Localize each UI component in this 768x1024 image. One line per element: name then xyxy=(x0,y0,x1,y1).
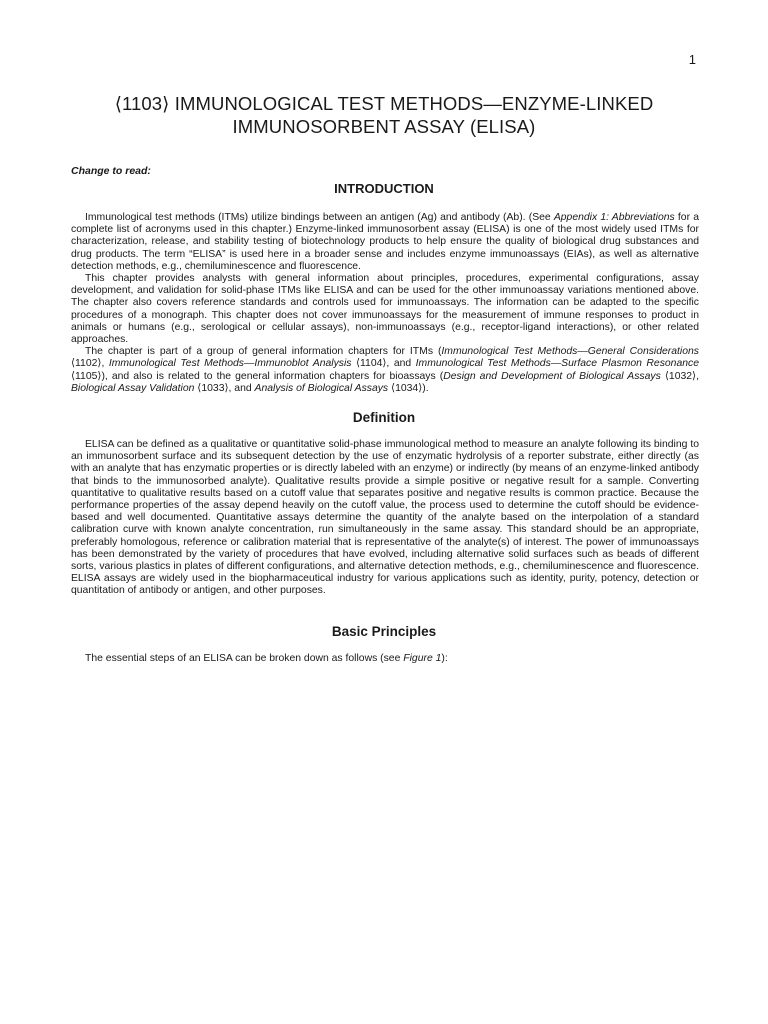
introduction-paragraph-3: The chapter is part of a group of general information chapters for ITMs (Immunological Test Methods—General Considerations ⟨1102⟩, Immunological Test Methods—Immunoblot Analysis ⟨1104⟩, and Immunological Test Methods—Surface Plasmon Resonance ⟨1105⟩), and also is related to the general information chapters for bioassays (Design and Development of Biological Assays ⟨1032⟩, Biological Assay Validation ⟨1033⟩, and Analysis of Biological Assays ⟨1034⟩). xyxy=(71,346,699,394)
basic-principles-paragraph: The essential steps of an ELISA can be broken down as follows (see Figure 1): xyxy=(85,653,448,664)
change-to-read-label: Change to read: xyxy=(71,165,151,177)
document-title xyxy=(60,92,708,138)
definition-body xyxy=(71,439,699,598)
document-title-line-1: ⟨1103⟩ IMMUNOLOGICAL TEST METHODS—ENZYME-LINKED xyxy=(114,93,654,114)
basic-principles-body xyxy=(71,653,699,665)
appendix-reference: Appendix 1: Abbreviations xyxy=(553,212,675,223)
introduction-paragraph-2: This chapter provides analysts with general information about principles, procedures, experimental configurations, assay development, and validation for solid-phase ITMs like ELISA and can be used for the other immunoassay variations mentioned above. The chapter also covers reference standards and controls used for immunoassays. The information can be adapted to the specific procedures of a monograph. This chapter does not cover immunoassays for the measurement of immune responses to product in animals or humans (e.g., serological or cellular assays), non-immunoassays (e.g., receptor-ligand interactions), or other related approaches. xyxy=(71,273,699,346)
introduction-paragraph-1: Immunological test methods (ITMs) utilize bindings between an antigen (Ag) and antibody (Ab). (See Appendix 1: Abbreviations for a complete list of acronyms used in this chapter.) Enzyme-linked immunosorbent assay (ELISA) is one of the most widely used ITMs for characterization, release, and stability testing of biotechnology products to help ensure the quality of biological drug substances and drug products. The term “ELISA” is used here in a broader sense and includes enzyme immunoassays (EIAs), as well as alternative detection methods, e.g., chemiluminescence and fluorescence. xyxy=(71,212,699,272)
figure-reference: Figure 1 xyxy=(403,653,442,664)
definition-paragraph: ELISA can be defined as a qualitative or quantitative solid-phase immunological method to measure an analyte following its binding to an immunosorbent surface and its subsequent detection by the use of enzymatic hydrolysis of a reporter substrate, either directly (as with an analyte that has enzymatic properties or is directly labeled with an enzyme) or indirectly (by means of an enzyme-linked antibody that binds to the immunosorbed analyte). Qualitative results provide a simple positive or negative result for a sample. Converting quantitative to qualitative results based on a cutoff value that separates positive and negative results is common practice. Because the performance properties of the assay depend heavily on the cutoff value, the process used to determine the cutoff should be evidence-based and well documented. Quantitative assays determine the quantity of the analyte based on the interpolation of a standard calibration curve with known analyte concentration, run simultaneously in the same assay. This standard should be an appropriate, preferably homologous, reference or calibration material that is representative of the analyte(s) of interest. The power of immunoassays has been demonstrated by the variety of procedures that have evolved, including alternative solid surfaces such as beads of different sorts, various plastics in plates of different configurations, and alternative detection methods, e.g., chemiluminescence and fluorescence. ELISA assays are widely used in the biopharmaceutical industry for various applications such as identity, purity, potency, detection or quantitation of antibody or antigen, and other purposes. xyxy=(71,439,699,597)
page-number: 1 xyxy=(688,52,696,67)
definition-heading: Definition xyxy=(352,410,416,425)
introduction-body xyxy=(71,212,699,395)
basic-principles-heading: Basic Principles xyxy=(331,624,437,639)
introduction-heading: INTRODUCTION xyxy=(334,181,434,196)
document-title-line-2: IMMUNOSORBENT ASSAY (ELISA) xyxy=(232,116,536,137)
